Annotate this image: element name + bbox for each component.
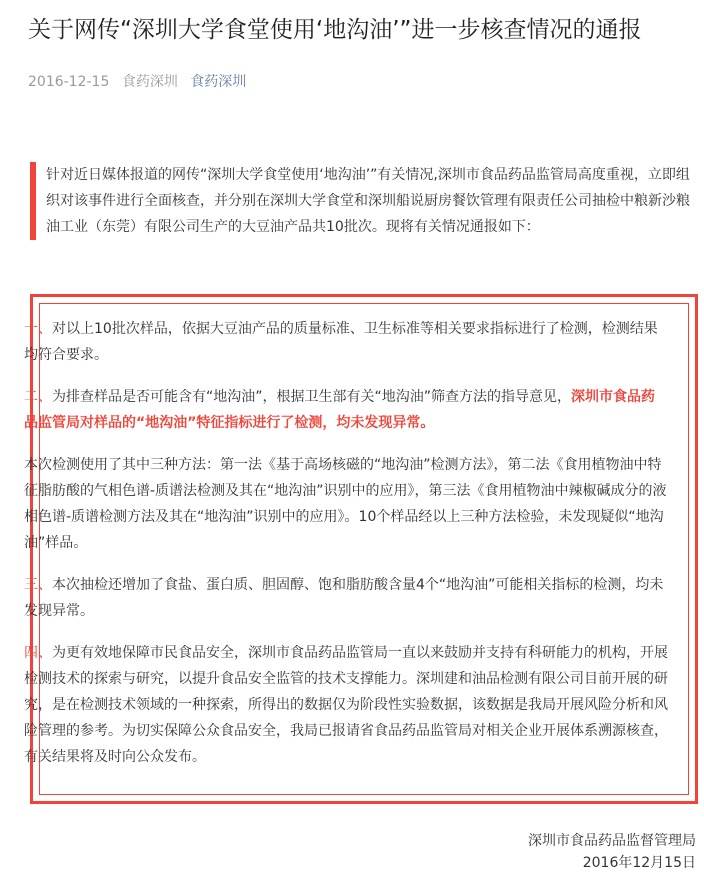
article-meta — [28, 72, 246, 92]
report-item-2-detail: 本次检测使用了其中三种方法：第一法《基于高场核磁的“地沟油”检测方法》，第二法《食用植物油中特征脂肪酸的气相色谱-质谱法检测及其在“地沟油”识别中的应用》，第三法《食用植物油中辣椒碱成分的液相色谱-质谱检测方法及其在“地沟油”识别中的应用》。10个样品经以上三种方法检验，未发现疑似“地沟油”样品。 — [24, 457, 667, 551]
intro-paragraph: 针对近日媒体报道的网传“深圳大学食堂使用‘地沟油’”有关情况,深圳市食品药品监管局高度重视，立即组织对该事件进行全面核查，并分别在深圳大学食堂和深圳船说厨房餐饮管理有限责任公司抽检中粮新沙粮油工业（东莞）有限公司生产的大豆油产品共10批次。现将有关情况通报如下： — [30, 162, 694, 240]
signature-block — [528, 830, 696, 874]
report-item-2 — [24, 384, 668, 436]
item-number-4: 四、 — [24, 645, 52, 661]
report-content — [24, 316, 668, 786]
item-number-2: 二、 — [24, 389, 52, 405]
report-item-4 — [24, 640, 668, 770]
item-text-2: 为排查样品是否可能含有“地沟油”，根据卫生部有关“地沟油”筛查方法的指导意见， — [52, 389, 572, 405]
item-highlight-2: 深圳市食品药品监管局对样品的“地沟油”特征指标进行了检测，均未发现异常。 — [24, 389, 656, 431]
publish-date: 2016-12-15 — [28, 74, 110, 90]
article-title: 关于网传“深圳大学食堂使用‘地沟油’”进一步核查情况的通报 — [28, 17, 642, 43]
item-text-3: 本次抽检还增加了食盐、蛋白质、胆固醇、饱和脂肪酸含量4个“地沟油”可能相关指标的检测，均未发现异常。 — [24, 577, 664, 619]
author-name: 食药深圳 — [121, 74, 178, 90]
signature-org: 深圳市食品药品监督管理局 — [528, 833, 696, 849]
report-item-1 — [24, 316, 668, 368]
item-text-4: 为更有效地保障市民食品安全，深圳市食品药品监管局一直以来鼓励并支持有科研能力的机构，开展检测技术的探索与研究，以提升食品安全监管的技术支撑能力。深圳建和油品检测有限公司目前开展的研究，是在检测技术领域的一种探索，所得出的数据仅为阶段性实验数据，该数据是我局开展风险分析和风险管理的参考。为切实保障公众食品安全，我局已报请省食品药品监管局对相关企业开展体系溯源核查，有关结果将及时向公众发布。 — [24, 645, 668, 765]
report-item-3 — [24, 572, 668, 624]
item-text-1: 对以上10批次样品，依据大豆油产品的质量标准、卫生标准等相关要求指标进行了检测，检测结果均符合要求。 — [24, 321, 658, 363]
item-number-1: 一、 — [24, 321, 52, 337]
item-number-3: 三、 — [24, 577, 52, 593]
signature-date: 2016年12月15日 — [582, 855, 696, 871]
account-link[interactable]: 食药深圳 — [190, 74, 247, 90]
